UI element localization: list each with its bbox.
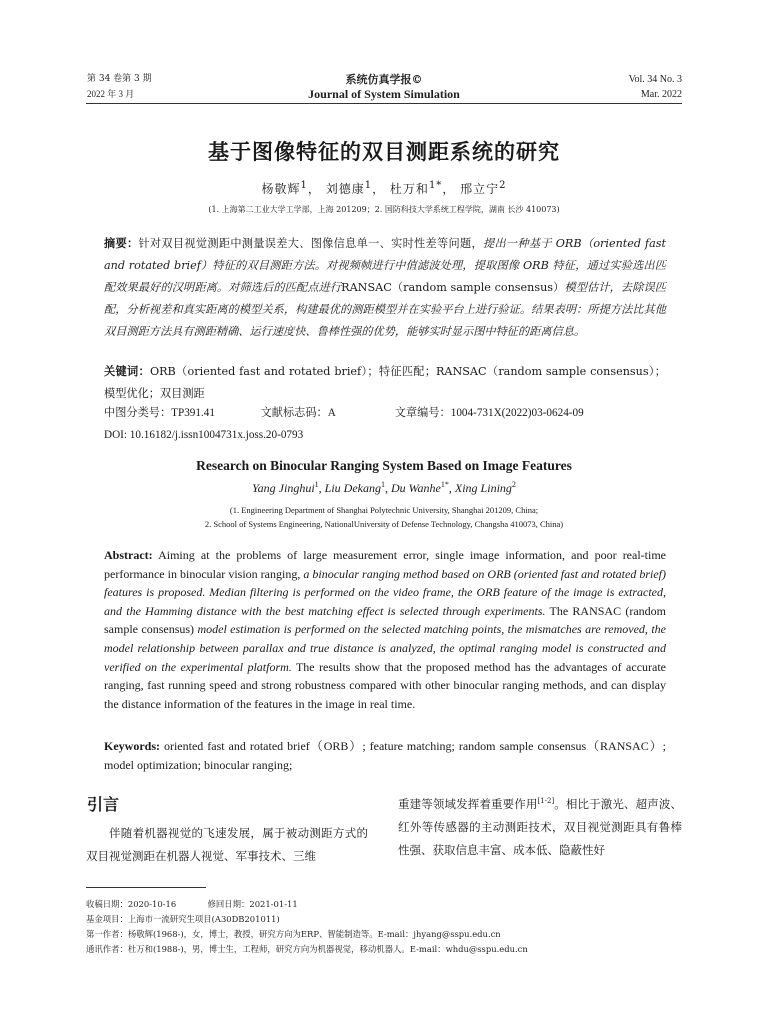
classification-line bbox=[104, 403, 584, 423]
footnote-dates bbox=[86, 897, 298, 912]
author-list-en bbox=[0, 480, 768, 496]
author-affil-mark: 1 bbox=[364, 180, 373, 191]
clc-label: 中图分类号： bbox=[104, 406, 172, 419]
date-cn: 2022 年 3 月 bbox=[87, 89, 135, 99]
author-affil-mark: 2 bbox=[499, 180, 507, 191]
author-name: Yang Jinghui bbox=[252, 481, 315, 495]
abstract-label-cn: 摘要： bbox=[104, 236, 139, 250]
revised-label: 修回日期： bbox=[207, 899, 250, 909]
footnote-first-author: 第一作者：杨敬辉(1968-)，女，博士，教授，研究方向为ERP、智能制造等。E-mail：jhyang@sspu.edu.cn bbox=[86, 929, 501, 939]
abstract-en-text: model estimation is performed on the selected matching points, the mismatches are removed, the model relationship between parallax and true distance is analyzed, the optimal ranging model is constructed and verified on the experimental platform. bbox=[104, 622, 666, 674]
author-list-cn bbox=[0, 180, 768, 197]
intro-text: 重建等领域发挥着重要作用 bbox=[398, 796, 538, 811]
abstract-label-en: Abstract: bbox=[104, 548, 153, 562]
affiliation-en-line2: 2. School of Systems Engineering, NationalUniversity of Defense Technology, Changsha 410073, China) bbox=[204, 519, 564, 529]
journal-name-en: Journal of System Simulation bbox=[308, 87, 460, 101]
author-affil-mark: 1 bbox=[314, 480, 319, 489]
footnote-rule bbox=[86, 887, 206, 888]
keywords-cn bbox=[104, 360, 666, 405]
paper-title-cn: 基于图像特征的双目测距系统的研究 bbox=[208, 139, 560, 164]
abstract-cn-text: 针对双目视觉测距中测量误差大、图像信息单一、实时性差等问题， bbox=[138, 237, 483, 250]
author-name: Liu Dekang bbox=[324, 481, 381, 495]
author-affil-mark: 1* bbox=[440, 480, 449, 489]
volume-issue-cn: 第 34 卷第 3 期 bbox=[87, 74, 152, 84]
intro-text: 。相比于激光、超声波、红外等传感器的主动测距技术，双目视觉测距具有鲁棒性强、获取信息丰富、成本低、隐蔽性好 bbox=[398, 796, 683, 857]
abstract-en bbox=[104, 546, 666, 713]
keywords-label-cn: 关键词： bbox=[104, 364, 150, 378]
abstract-en-text: The RANSAC (random sample consensus) bbox=[104, 603, 666, 637]
doi: DOI: 10.16182/j.issn1004731x.joss.20-0793 bbox=[104, 429, 304, 441]
separator: , bbox=[385, 481, 391, 495]
separator: ， bbox=[372, 182, 386, 196]
revised-date: 2021-01-11 bbox=[249, 899, 298, 909]
separator: ， bbox=[442, 182, 456, 196]
received-label: 收稿日期： bbox=[86, 899, 128, 909]
header-rule bbox=[86, 103, 682, 104]
intro-right-column bbox=[398, 790, 682, 862]
received-date: 2020-10-16 bbox=[127, 899, 177, 909]
keywords-en-text: oriented fast and rotated brief（ORB）; feature matching; random sample consensus（RANSAC）; model optimization; binocular ranging; bbox=[104, 739, 666, 772]
author-affil-mark: 1 bbox=[300, 180, 308, 191]
section-heading-intro: 引言 bbox=[87, 795, 120, 814]
author-affil-mark: 1 bbox=[381, 480, 385, 489]
clc-value: TP391.41 bbox=[171, 407, 215, 419]
author-name: 杜万和 bbox=[389, 182, 429, 196]
abstract-en-text: a binocular ranging method based on ORB (oriented fast and rotated brief) features is proposed. Median filtering is performed on the video frame, the ORB feature of the image is extracted, and the Hamming distance with the best matching effect is selected through experiments. bbox=[104, 566, 666, 618]
abstract-cn-text: 模型估计，去除误匹配，分析视差和真实距离的模型关系，构建最优的测距模型并在实验平台上进行验证。结果表明：所提方法比其他双目测距方法具有测距精确、运行速度快、鲁棒性强的优势，能够实时显示图中特征的距离信息。 bbox=[104, 281, 666, 338]
separator: , bbox=[448, 481, 455, 495]
author-affil-mark: 1* bbox=[428, 180, 443, 191]
affiliation-en-line1: (1. Engineering Department of Shanghai Polytechnic University, Shanghai 201209, China; bbox=[229, 505, 539, 515]
volume-issue-en: Vol. 34 No. 3 bbox=[628, 74, 682, 85]
author-name: 刘德康 bbox=[325, 182, 365, 196]
abstract-cn-text: RANSAC（random sample consensus） bbox=[341, 281, 565, 294]
author-name: Du Wanhe bbox=[391, 481, 441, 495]
article-no-value: 1004-731X(2022)03-0624-09 bbox=[450, 407, 584, 419]
date-en: Mar. 2022 bbox=[640, 89, 682, 100]
author-name: 邢立宁 bbox=[460, 182, 500, 196]
journal-name-cn: 系统仿真学报© bbox=[345, 73, 423, 86]
author-name: Xing Lining bbox=[454, 481, 512, 495]
keywords-en bbox=[104, 737, 666, 775]
abstract-cn bbox=[104, 232, 666, 343]
separator: , bbox=[318, 481, 325, 495]
abstract-cn-text: 提出一种基于 ORB（oriented fast and rotated brief）特征的双目测距方法。对视频帧进行中值滤波处理，提取图像 ORB 特征，通过实验选出匹配效果最好的汉明距离。对筛选后的匹配点进行 bbox=[104, 237, 666, 294]
citation: [1-2] bbox=[537, 797, 555, 805]
author-affil-mark: 2 bbox=[511, 480, 516, 489]
separator: ， bbox=[307, 182, 321, 196]
abstract-en-text: The results show that the proposed method has the advantages of accurate ranging, fast running speed and strong robustness compared with other binocular ranging methods, and can display the distance information of the features in the image in real time. bbox=[104, 659, 667, 711]
running-header-right bbox=[629, 72, 682, 102]
doc-code-value: A bbox=[327, 407, 336, 419]
article-no-label: 文章编号： bbox=[394, 406, 451, 419]
abstract-en-text: Aiming at the problems of large measurement error, single image information, and poor real-time performance in binocular vision ranging, bbox=[104, 548, 666, 581]
affiliation-cn: (1. 上海第二工业大学工学部，上海 201209；2. 国防科技大学系统工程学院，湖南 长沙 410073) bbox=[208, 205, 560, 214]
author-name: 杨敬辉 bbox=[261, 182, 301, 196]
footnote-fund: 基金项目：上海市一流研究生项目(A30DB201011) bbox=[86, 914, 280, 924]
paper-title-en: Research on Binocular Ranging System Based on Image Features bbox=[196, 458, 572, 473]
footnote-corresponding-author: 通讯作者：杜万和(1988-)，男，博士生，工程师，研究方向为机器视觉，移动机器人。E-mail：whdu@sspu.edu.cn bbox=[86, 944, 528, 954]
intro-left-column: 伴随着机器视觉的飞速发展，属于被动测距方式的双目视觉测距在机器人视觉、军事技术、三维 bbox=[86, 826, 368, 863]
keywords-label-en: Keywords: bbox=[104, 739, 160, 753]
doc-code-label: 文献标志码： bbox=[260, 406, 328, 419]
keywords-cn-text: ORB（oriented fast and rotated brief）；特征匹配；RANSAC（random sample consensus）；模型优化；双目测距 bbox=[104, 365, 666, 400]
